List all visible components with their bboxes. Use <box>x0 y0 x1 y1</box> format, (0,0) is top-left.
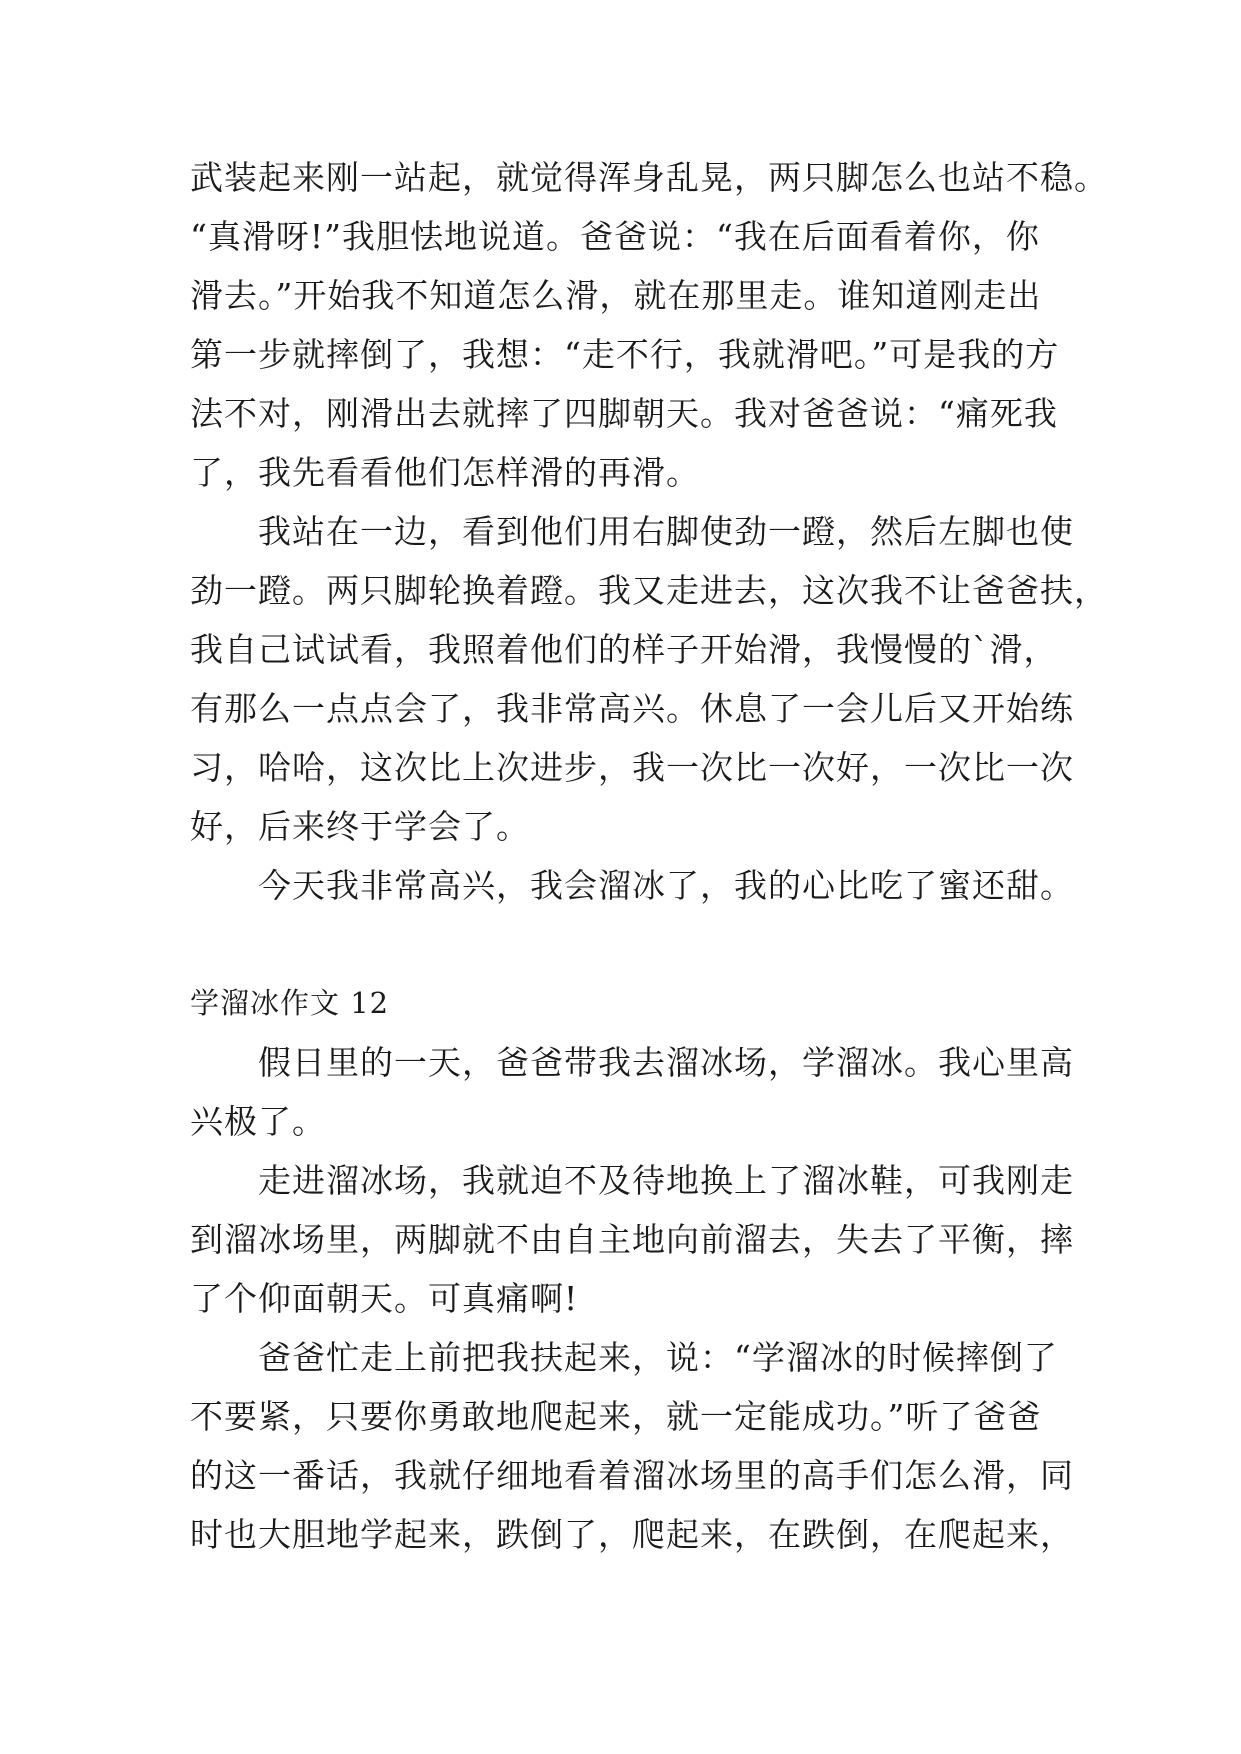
text-line: 到溜冰场里，两脚就不由自主地向前溜去，失去了平衡，摔 <box>190 1220 1074 1259</box>
text-line: 了，我先看看他们怎样滑的再滑。 <box>190 453 700 492</box>
document-body <box>190 148 1108 1564</box>
text-line: 今天我非常高兴，我会溜冰了，我的心比吃了蜜还甜。 <box>258 866 1074 905</box>
text-line: 武装起来刚一站起，就觉得浑身乱晃，两只脚怎么也站不稳。 <box>190 158 1108 197</box>
text-line: 好，后来终于学会了。 <box>190 807 530 846</box>
text-line: 我站在一边，看到他们用右脚使劲一蹬，然后左脚也使 <box>258 512 1074 551</box>
paragraph <box>190 1033 1074 1151</box>
paragraph <box>190 1151 1074 1328</box>
section-heading: 学溜冰作文 12 <box>190 986 390 1020</box>
text-line: “真滑呀!”我胆怯地说道。爸爸说：“我在后面看着你，你 <box>190 217 1040 256</box>
text-line: 的这一番话，我就仔细地看着溜冰场里的高手们怎么滑，同 <box>190 1456 1074 1495</box>
section-gap <box>190 915 1070 974</box>
text-line: 滑去。”开始我不知道怎么滑，就在那里走。谁知道刚走出 <box>190 276 1042 315</box>
text-line: 习，哈哈，这次比上次进步，我一次比一次好，一次比一次 <box>190 748 1074 787</box>
text-line: 兴极了。 <box>190 1102 326 1141</box>
text-line: 不要紧，只要你勇敢地爬起来，就一定能成功。”听了爸爸 <box>190 1397 1042 1436</box>
text-line: 假日里的一天，爸爸带我去溜冰场，学溜冰。我心里高 <box>258 1043 1074 1082</box>
text-line: 走进溜冰场，我就迫不及待地换上了溜冰鞋，可我刚走 <box>258 1161 1074 1200</box>
text-line: 了个仰面朝天。可真痛啊! <box>190 1279 579 1318</box>
paragraph <box>190 856 1074 915</box>
text-line: 我自己试试看，我照着他们的样子开始滑，我慢慢的`滑， <box>190 630 1058 669</box>
paragraph <box>190 502 1108 856</box>
text-line: 时也大胆地学起来，跌倒了，爬起来，在跌倒，在爬起来， <box>190 1515 1074 1554</box>
text-line: 有那么一点点会了，我非常高兴。休息了一会儿后又开始练 <box>190 689 1074 728</box>
text-line: 劲一蹬。两只脚轮换着蹬。我又走进去，这次我不让爸爸扶， <box>190 571 1108 610</box>
text-line: 法不对，刚滑出去就摔了四脚朝天。我对爸爸说：“痛死我 <box>190 394 1058 433</box>
text-line: 第一步就摔倒了，我想：“走不行，我就滑吧。”可是我的方 <box>190 335 1060 374</box>
paragraph <box>190 148 1108 502</box>
paragraph <box>190 1328 1074 1564</box>
text-line: 爸爸忙走上前把我扶起来，说：“学溜冰的时候摔倒了 <box>258 1338 1058 1377</box>
